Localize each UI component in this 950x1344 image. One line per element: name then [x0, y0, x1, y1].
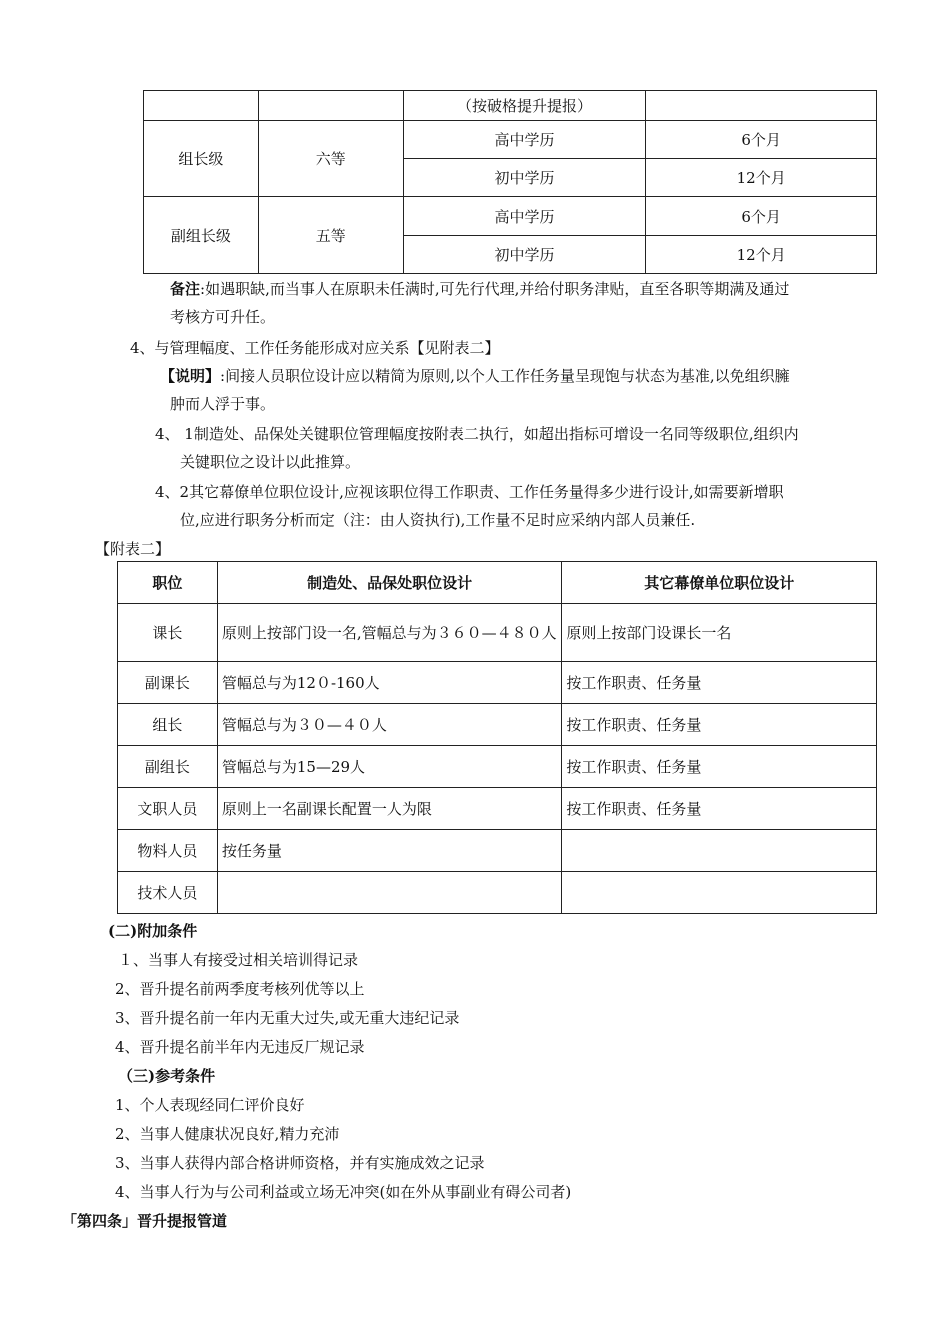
section2-item: 3、晋升提名前一年内无重大过失,或无重大违纪记录 [115, 1009, 460, 1027]
table1-period-cell: 12个月 [646, 236, 877, 274]
item-4-1-line-2: 关键职位之设计以此推算。 [180, 453, 361, 471]
table1-edu-cell: 高中学历 [403, 121, 646, 159]
table1-period-cell: 6个月 [646, 197, 877, 236]
table2-mfg-cell: 管幅总与为12０-160人 [217, 662, 562, 704]
table2-other-cell: 按工作职责、任务量 [562, 746, 877, 788]
table1-level-cell: 组长级 [144, 121, 259, 197]
table2-title: 【附表二】 [95, 540, 171, 558]
position-design-table [117, 561, 877, 914]
section3-item: 3、当事人获得内部合格讲师资格，并有实施成效之记录 [115, 1154, 485, 1172]
section3-item: 1、个人表现经同仁评价良好 [115, 1096, 305, 1114]
explain-line-2: 肿而人浮于事。 [170, 395, 276, 413]
table2-other-cell: 原则上按部门设课长一名 [562, 604, 877, 662]
explain-label: 【说明】 [160, 367, 221, 385]
item-4: 4、与管理幅度、工作任务能形成对应关系【见附表二】 [130, 339, 500, 357]
section3-item: 2、当事人健康状况良好,精力充沛 [115, 1125, 340, 1143]
table2-mfg-cell: 管幅总与为15—29人 [217, 746, 562, 788]
table2-position-cell: 组长 [118, 704, 218, 746]
note-line-2: 考核方可升任。 [170, 308, 276, 326]
section2-item: １、当事人有接受过相关培训得记录 [118, 951, 359, 969]
table1-edu-cell: 高中学历 [403, 197, 646, 236]
section2-title: (二)附加条件 [108, 922, 198, 940]
section2-item: 2、晋升提名前两季度考核列优等以上 [115, 980, 365, 998]
table2-mfg-cell: 管幅总与为３０—４０人 [217, 704, 562, 746]
article-4-heading: 「第四条」晋升提报管道 [62, 1212, 228, 1230]
section3-item: 4、当事人行为与公司利益或立场无冲突(如在外从事副业有碍公司者) [115, 1183, 572, 1201]
table1-blank-cell [258, 91, 403, 121]
table2-position-cell: 技术人员 [118, 872, 218, 914]
item-4-2-line-1: 4、2其它幕僚单位职位设计,应视该职位得工作职责、工作任务量得多少进行设计,如需要新增职 [155, 483, 784, 501]
table2-other-cell: 按工作职责、任务量 [562, 788, 877, 830]
explain-text: :间接人员职位设计应以精简为原则,以个人工作任务量呈现饱与状态为基准,以免组织臃 [220, 367, 790, 385]
table1-blank-cell [144, 91, 259, 121]
item-4-2-line-2: 位,应进行职务分析而定（注：由人资执行),工作量不足时应采纳内部人员兼任. [180, 511, 696, 529]
table1-period-cell: 12个月 [646, 159, 877, 197]
note-text: :如遇职缺,而当事人在原职未任满时,可先行代理,并给付职务津贴，直至各职等期满及通过 [200, 280, 790, 298]
table2-header-position: 职位 [118, 562, 218, 604]
table1-edu-cell: 初中学历 [403, 236, 646, 274]
table2-other-cell: 按工作职责、任务量 [562, 704, 877, 746]
promotion-period-table [143, 90, 877, 274]
table2-header-other: 其它幕僚单位职位设计 [562, 562, 877, 604]
table1-edu-cell: 初中学历 [403, 159, 646, 197]
table2-other-cell [562, 872, 877, 914]
table1-level-cell: 副组长级 [144, 197, 259, 274]
table2-mfg-cell: 原则上按部门设一名,管幅总与为３６０—４８０人 [217, 604, 562, 662]
note-label: 备注 [170, 280, 201, 298]
table2-header-mfg: 制造处、品保处职位设计 [217, 562, 562, 604]
table2-position-cell: 物料人员 [118, 830, 218, 872]
table1-grade-cell: 六等 [258, 121, 403, 197]
table1-period-cell: 6个月 [646, 121, 877, 159]
table1-blank-cell [646, 91, 877, 121]
table2-position-cell: 副组长 [118, 746, 218, 788]
section3-title: （三)参考条件 [118, 1067, 216, 1085]
explain-line-1 [160, 365, 790, 386]
table2-mfg-cell: 原则上一名副课长配置一人为限 [217, 788, 562, 830]
table2-mfg-cell: 按任务量 [217, 830, 562, 872]
item-4-1-line-1: 4、 1制造处、品保处关键职位管理幅度按附表二执行，如超出指标可增设一名同等级职位,组织内 [155, 425, 799, 443]
table2-position-cell: 副课长 [118, 662, 218, 704]
table2-other-cell [562, 830, 877, 872]
table2-position-cell: 课长 [118, 604, 218, 662]
section2-item: 4、晋升提名前半年内无违反厂规记录 [115, 1038, 365, 1056]
table2-mfg-cell [217, 872, 562, 914]
note-line-1 [170, 278, 789, 299]
table2-other-cell: 按工作职责、任务量 [562, 662, 877, 704]
table1-grade-cell: 五等 [258, 197, 403, 274]
table2-position-cell: 文职人员 [118, 788, 218, 830]
table1-note-cell: （按破格提升提报） [403, 91, 646, 121]
